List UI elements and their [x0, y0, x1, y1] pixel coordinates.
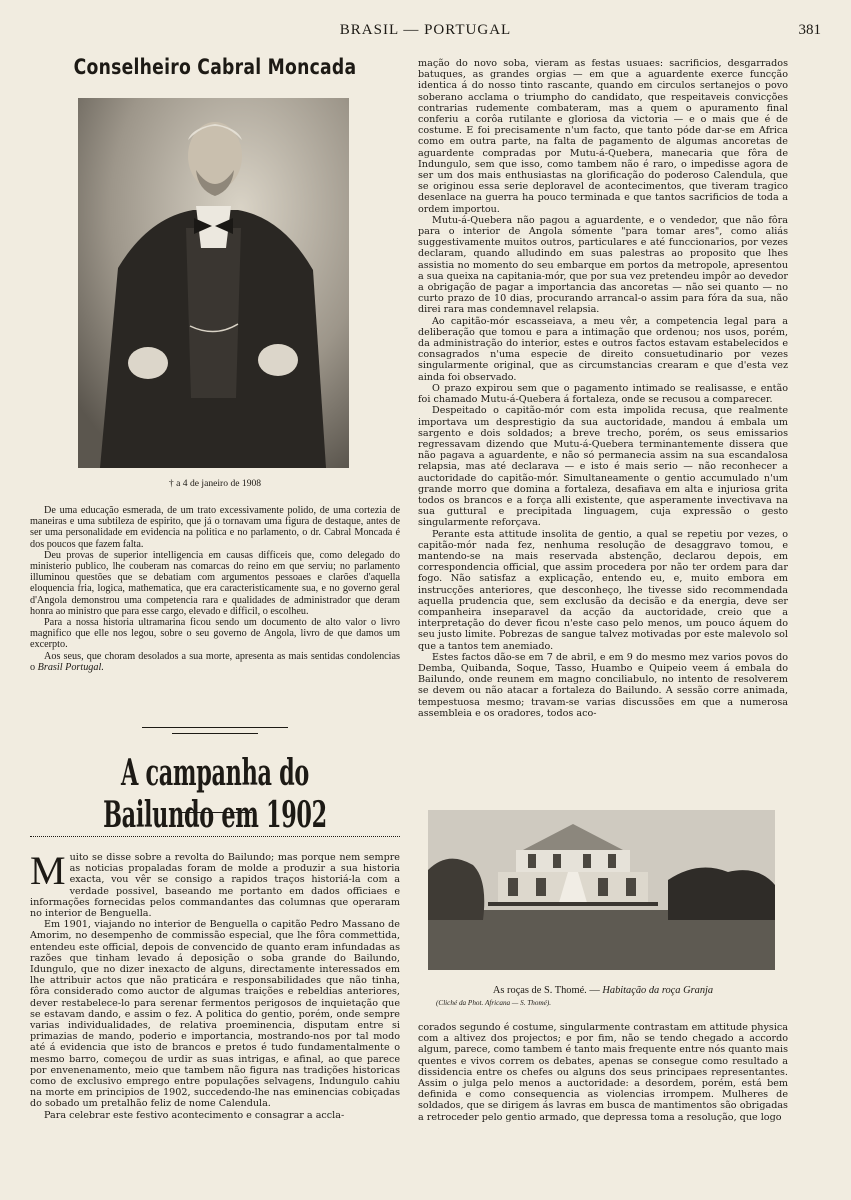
obituary-closing — [30, 651, 400, 673]
photo-caption-title: As roças de S. Thomé. — — [492, 985, 600, 996]
portrait-caption: † a 4 de janeiro de 1908 — [168, 478, 262, 489]
portrait-photo — [78, 98, 349, 468]
article-paragraph: mação do novo soba, vieram as festas usuaes: sacrificios, desgarrados batuques, as grandes orgias — em que a aguardente exerce funcção identica á do nosso tinto rascante, quando em circulos sertanejos o povo soberano acclama o triumpho do candidato, que respeitaveis convicções contrarias rudemente combateram, mas a quem o apuramento final conferiu a corôa rutilante e gloriosa da victoria — e o mais que é de costume. E foi precisamente n'um facto, que tanto póde dar-se em Africa como em outra parte, na falta de pagamento de algumas ancoretas de aguardente compradas por Mutu-á-Quebera, manecaria que fôra de Indungulo, sem que isso, como tambem não é raro, o impedisse agora de ser um dos mais enthusiastas na glorificação do poderoso Calendula, que se originou essa serie deploravel de acontecimentos, que tiveram tragico desenlace na guerra ha pouco terminada e que tantos sacrificios de toda a ordem importou. — [418, 58, 788, 215]
article-title: A campanha do Bailundo em 1902 — [103, 752, 327, 836]
photo-credit: (Cliché da Phot. Africana — S. Thomé). — [436, 999, 552, 1007]
running-title: BRASIL — PORTUGAL — [339, 22, 512, 38]
obituary-paragraph: Aos seus, que choram desolados a sua morte, apresenta as mais sentidas condolencias o — [30, 650, 400, 673]
article-paragraph: Mutu-á-Quebera não pagou a aguardente, e o vendedor, que não fôra para o interior de Angola sómente "para tomar ares", como aliás suggestivamente muitos outros, particulares e até funccionarios, por vezes declaram, quando alludindo em suas palestras ao proposito que lhes assistia no momento do seu embarque em portos da metropole, apresentou a sua queixa na capitania-mór, que por sua vez pretendeu impôr ao devedor a obrigação de pagar a importancia das ancoretas — não sei quanto — no curto prazo de 10 dias, procurando arrancal-o assim para fóra da sua, não direi rara mas condemnavel relapsia. — [418, 214, 788, 316]
article-paragraph: Ao capitão-mór escasseiava, a meu vêr, a competencia legal para a deliberação que tomou e para a intimação que ordenou; nos usos, porém, da administração do interior, estes e outros factos estavam estabelecidos e consagrados n'uma especie de direito consuetudinario por vezes singularmente original, que as circumstancias crearam e que d'esta vez ainda foi observado. — [418, 315, 788, 383]
article-paragraph: Perante esta attitude insolita de gentio, a qual se repetiu por vezes, o capitão-mór nada fez, nenhuma resolução de desaggravo tomou, e mantendo-se na mais reservada abstenção, declarou depois, em correspondencia official, que assim procedera por não ter ordem para dar fogo. Não satisfaz a explicação, entendo eu, e, muito embora em instrucções anteriores, que desconheço, lhe tivesse sido recommendada aquella prudencia que, sem exclusão da decisão e da energia, deve ser companheira inseparavel da acção da auctoridade, creio que a interpretação do dever ficou n'este caso pelo menos, um pouco áquem do seu justo limite. Pobrezas de sangue talvez motivadas por este malevolo sol que a tantos tem anemiado. — [418, 528, 788, 652]
title-underline — [178, 812, 252, 813]
article-text-left — [30, 852, 400, 1152]
article-paragraph: Em 1901, viajando no interior de Benguella o capitão Pedro Massano de Amorim, no desempenho de commissão especial, que lhe fôra commettida, entendeu este official, depois de convencido de quanto eram infundadas as razões que tinham levado á deposição o soba grande do Bailundo, Idungulo, que no dizer inexacto de alguns, directamente interessados em lhe attribuir actos que não praticára e responsabilidades que não tinha, fôra considerado como auctor de algumas traições e rebeldias anteriores, dever restabelece-lo para serenar fermentos perigosos de inquietação que se estavam dando, e assim o fez. A politica do gentio, porém, onde sempre varias individualidades, de relativa proeminencia, disputam entre si primazias de mando, poderio e importancia, mostrando-nos por tal modo até á evidencia que isto de brancos e pretos é tudo fundamentalmente o mesmo barro, começou de urdir as suas intrigas, e afinal, ao que parece por envenenamento, meio que tambem não figura nas tradições historicas como de exclusivo emprego entre populações selvagens, Indungulo cahiu na morte em principios de 1902, succedendo-lhe nas eminencias cobiçadas do sobado um pretalhão feliz de nome Calendula. — [30, 919, 400, 1110]
article-paragraph: O prazo expirou sem que o pagamento intimado se realisasse, e então foi chamado Mutu-á-Quebera á fortaleza, onde se recusou a comparecer. — [418, 382, 788, 406]
obituary-text — [30, 505, 400, 710]
article-paragraph: uito se disse sobre a revolta do Bailundo; mas porque nem sempre as noticias propaladas foram de molde a produzir a sua historia exacta, vou vêr se consigo a rapidos traços historiá-la com a verdade possivel, baseando me portanto em dados officiaes e informações fornecidas pelos commandantes das columnas que operaram no interior de Benguella. — [30, 852, 400, 920]
plantation-illustration — [428, 810, 775, 970]
obituary-paragraph: De uma educação esmerada, de um trato excessivamente polido, de uma cortezia de maneiras e uma subtileza de espirito, que já o tornavam uma figura de destaque, antes de ser uma personalidade em evidencia na politica e no parlamento, o dr. Cabral Moncada é dos poucos que fazem falta. — [30, 505, 400, 550]
obituary-paragraph: Para a nossa historia ultramarina ficou sendo um documento de alto valor o livro magnifico que elle nos legou, sobre o seu governo de Angola, livro de que damos um excerpto. — [30, 617, 400, 651]
section-rule — [142, 727, 288, 728]
article-text-right-continued — [418, 1022, 788, 1182]
article-paragraph: Despeitado o capitão-mór com esta impolida recusa, que realmente importava um desprestigio da sua auctoridade, mandou á embala um sargento e dois soldados; a breve trecho, porém, os seus emissarios regressavam dizendo que Mutu-á-Quebera terminantemente dissera que não pagava a aguardente, e não só permanecia assim na sua escandalosa relapsia, mas até declarava — e isto é mais serio — não reconhecer a auctoridade do capitão-mór. Simultaneamente o gentio accumulado n'um grande morro que domina a fortaleza, desafiava em alta e injuriosa grita todos os brancos e a força alli existente, que asperamente invectivava na sua guttural e precipitada linguagem, cuja expressão o gesto singularmente reforçava. — [418, 405, 788, 529]
article-text-right — [418, 58, 788, 776]
obituary-title: Conselheiro Cabral Moncada — [73, 55, 357, 79]
article-paragraph: corados segundo é costume, singularmente contrastam em attitude physica com a altivez dos projectos; e por fim, não se tendo chegado a accordo algum, parece, como tambem é tanto mais frequente entre nós quanto mais quentes e vivos correm os debates, apenas se consegue como resultado a dissidencia entre os chefes ou alguns dos seus principaes representantes. Assim o julga pelo menos a auctoridade: a desordem, porém, está bem definida e como consequencia as violencias irrompem. Mulheres de soldados, que se dirigem ás lavras em busca de mantimentos são obrigadas a retroceder pelo gentio armado, que depressa toma a resolução, que logo — [418, 1022, 788, 1123]
drop-cap: M — [30, 852, 66, 893]
plantation-photo — [428, 810, 775, 970]
page-number: 381 — [798, 22, 821, 38]
portrait-illustration — [78, 98, 349, 468]
magazine-signature: Brasil Portugal. — [37, 661, 104, 673]
photo-caption — [418, 985, 788, 996]
article-paragraph: Para celebrar este festivo acontecimento e consagrar a accla- — [44, 1109, 345, 1121]
article-paragraph: Estes factos dão-se em 7 de abril, e em 9 do mesmo mez varios povos do Demba, Quibanda, Soque, Tasso, Huambo e Quipeio veem á embala do Bailundo, onde reunem em magno conciliabulo, no intento de resolverem se devem ou não atacar a fortaleza do Bailundo. A sessão corre animada, tempestuosa mesmo; travam-se varias discussões em que a numerosa assembleia e os oradores, todos aco- — [418, 651, 788, 719]
photo-caption-subtitle: Habitação da roça Granja — [602, 985, 714, 996]
obituary-paragraph: Deu provas de superior intelligencia em causas difficeis que, como delegado do ministerio publico, lhe couberam nas comarcas do reino em que serviu; no parlamento illuminou questões que se debatiam com argumentos pessoaes e clarões d'aquella eloquencia fria, logica, mathematica, que era caracteristicamente sua, e no governo geral d'Angola demonstrou uma competencia rara e qualidades de administrador que deram honra ao ministro que para esse cargo, elevado e difficil, o escolheu. — [30, 549, 400, 617]
dotted-separator — [30, 836, 400, 837]
section-rule — [172, 733, 258, 734]
article-opening — [30, 852, 400, 919]
